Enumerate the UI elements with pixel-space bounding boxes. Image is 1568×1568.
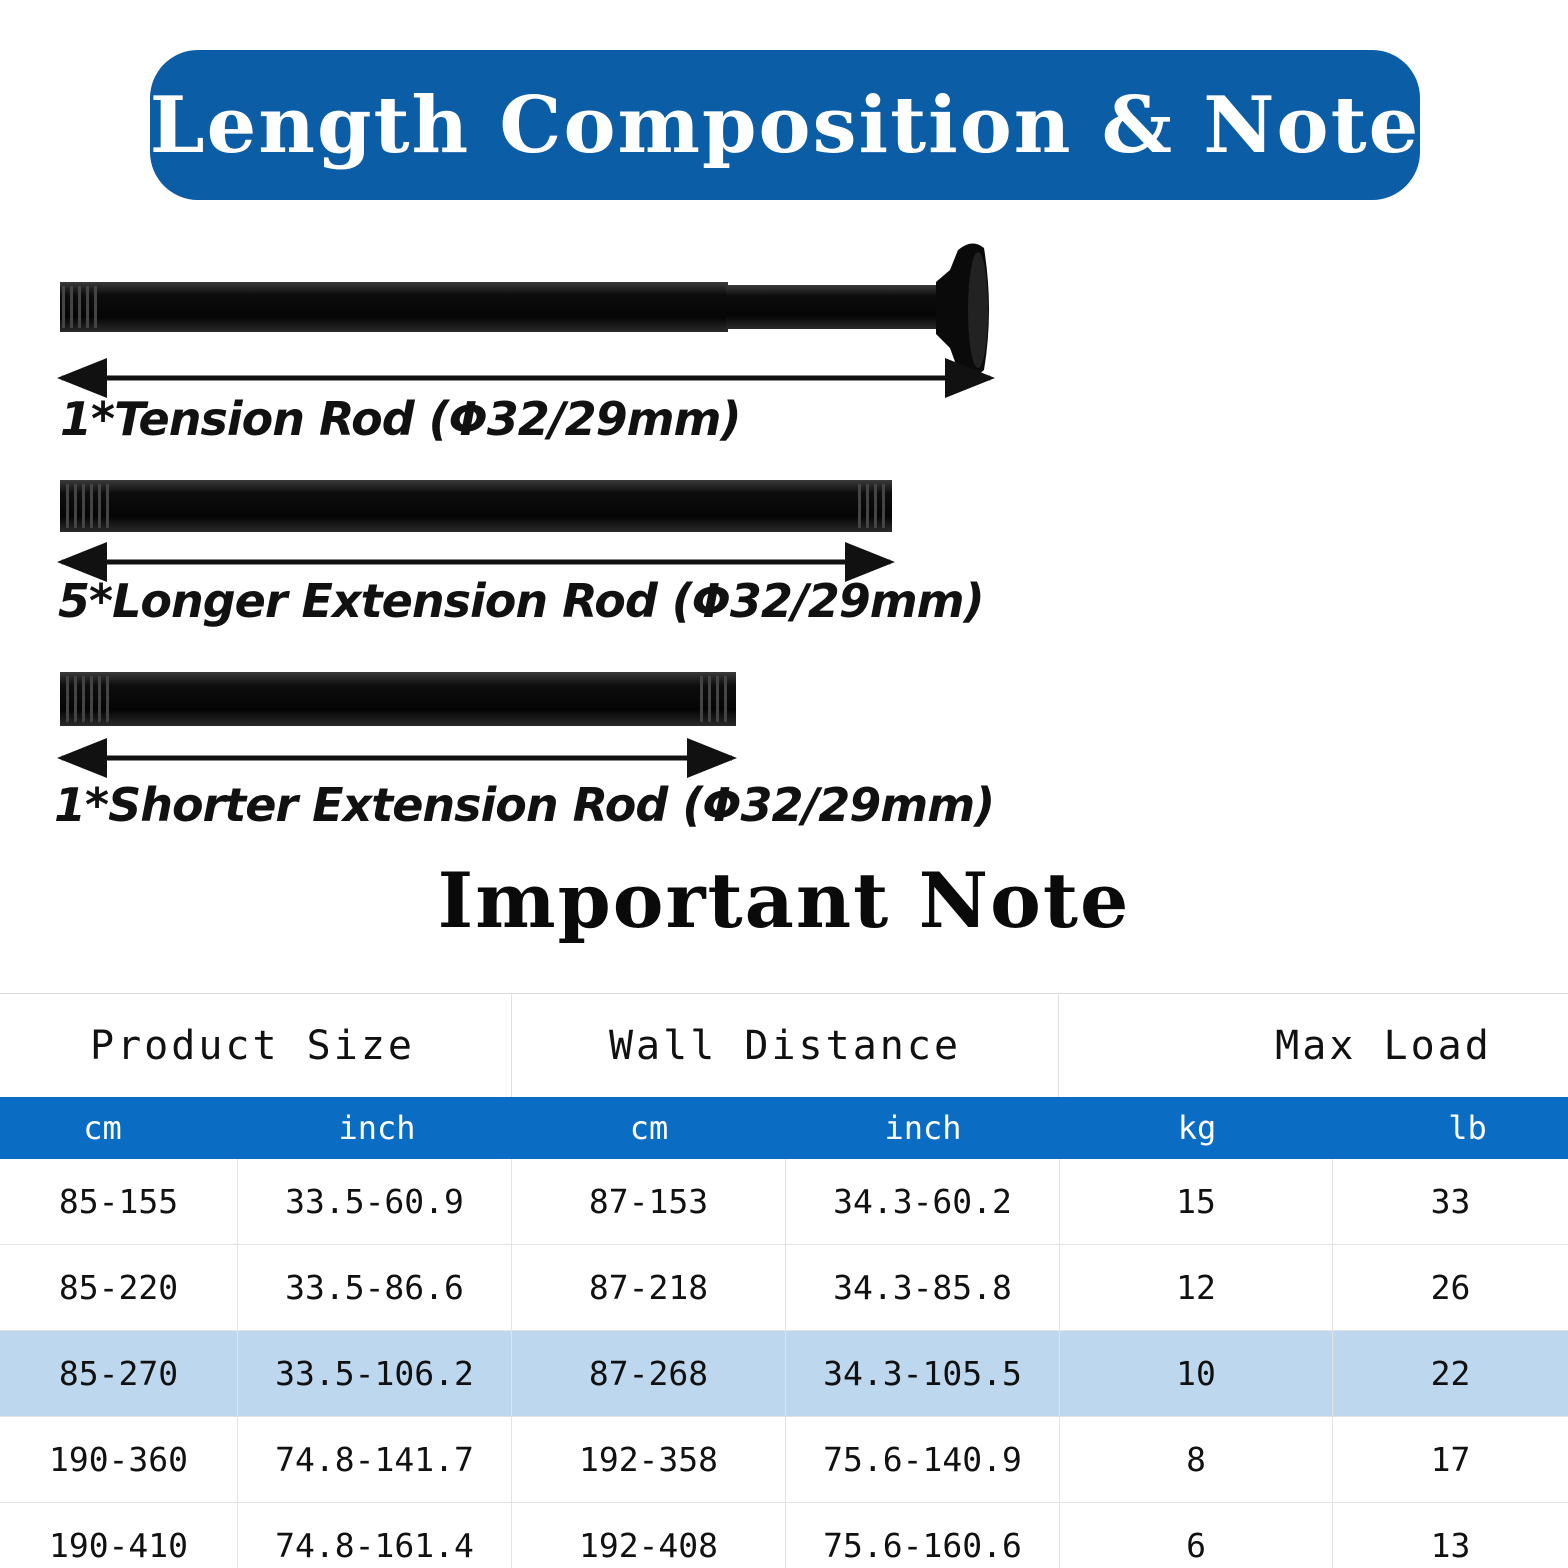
table-row — [0, 1503, 1568, 1568]
table-cell: 85-155 — [0, 1159, 238, 1244]
banner-title: Length Composition & Note — [149, 79, 1421, 171]
unit-cell: inch — [338, 1109, 416, 1147]
table-cell: 26 — [1430, 1268, 1471, 1307]
rod-illustrations — [0, 230, 1100, 850]
table-cell: 12 — [1060, 1245, 1333, 1330]
table-cell: 74.8-161.4 — [238, 1503, 512, 1568]
group-header-max-load: Max Load — [1275, 1022, 1492, 1069]
table-row — [0, 1417, 1568, 1503]
table-cell: 33 — [1430, 1182, 1471, 1221]
table-cell: 190-360 — [0, 1417, 238, 1502]
unit-cell: kg — [1177, 1109, 1217, 1147]
table-cell: 190-410 — [0, 1503, 238, 1568]
longer-extension-rod-image — [60, 480, 892, 562]
table-row — [0, 1159, 1568, 1245]
table-cell: 75.6-160.6 — [786, 1503, 1060, 1568]
table-cell: 6 — [1060, 1503, 1333, 1568]
unit-cell: cm — [83, 1109, 122, 1147]
unit-cell: lb — [1448, 1109, 1487, 1147]
table-cell: 85-220 — [0, 1245, 238, 1330]
longer-extension-rod-caption: 5*Longer Extension Rod (Φ32/29mm) — [58, 574, 984, 628]
table-cell: 34.3-85.8 — [786, 1245, 1060, 1330]
table-cell: 33.5-60.9 — [238, 1159, 512, 1244]
table-cell: 17 — [1430, 1440, 1471, 1479]
table-cell: 75.6-140.9 — [786, 1417, 1060, 1502]
table-cell: 15 — [1060, 1159, 1333, 1244]
table-cell: 34.3-105.5 — [786, 1331, 1060, 1416]
table-cell: 87-153 — [512, 1159, 786, 1244]
shorter-extension-rod-image — [60, 672, 736, 758]
table-cell: 74.8-141.7 — [238, 1417, 512, 1502]
tension-rod-image — [60, 243, 990, 378]
table-cell: 192-358 — [512, 1417, 786, 1502]
size-table — [0, 993, 1568, 1568]
title-banner — [150, 50, 1420, 200]
table-body — [0, 1159, 1568, 1568]
tension-rod-caption: 1*Tension Rod (Φ32/29mm) — [60, 392, 741, 446]
table-cell: 22 — [1430, 1354, 1471, 1393]
table-cell: 33.5-106.2 — [238, 1331, 512, 1416]
group-header-wall-distance: Wall Distance — [512, 994, 1059, 1097]
table-cell: 33.5-86.6 — [238, 1245, 512, 1330]
table-cell: 85-270 — [0, 1331, 238, 1416]
unit-cell: inch — [884, 1109, 962, 1147]
table-cell: 13 — [1430, 1526, 1471, 1565]
group-header-product-size: Product Size — [0, 994, 512, 1097]
table-cell: 10 — [1060, 1331, 1333, 1416]
table-row — [0, 1331, 1568, 1417]
important-note-title: Important Note — [437, 856, 1131, 945]
table-cell: 192-408 — [512, 1503, 786, 1568]
table-unit-header — [0, 1097, 1568, 1159]
table-group-header — [0, 993, 1568, 1097]
table-cell: 87-218 — [512, 1245, 786, 1330]
table-cell: 34.3-60.2 — [786, 1159, 1060, 1244]
table-cell: 8 — [1060, 1417, 1333, 1502]
table-row — [0, 1245, 1568, 1331]
unit-cell: cm — [629, 1109, 669, 1147]
shorter-extension-rod-caption: 1*Shorter Extension Rod (Φ32/29mm) — [54, 778, 995, 832]
table-cell: 87-268 — [512, 1331, 786, 1416]
